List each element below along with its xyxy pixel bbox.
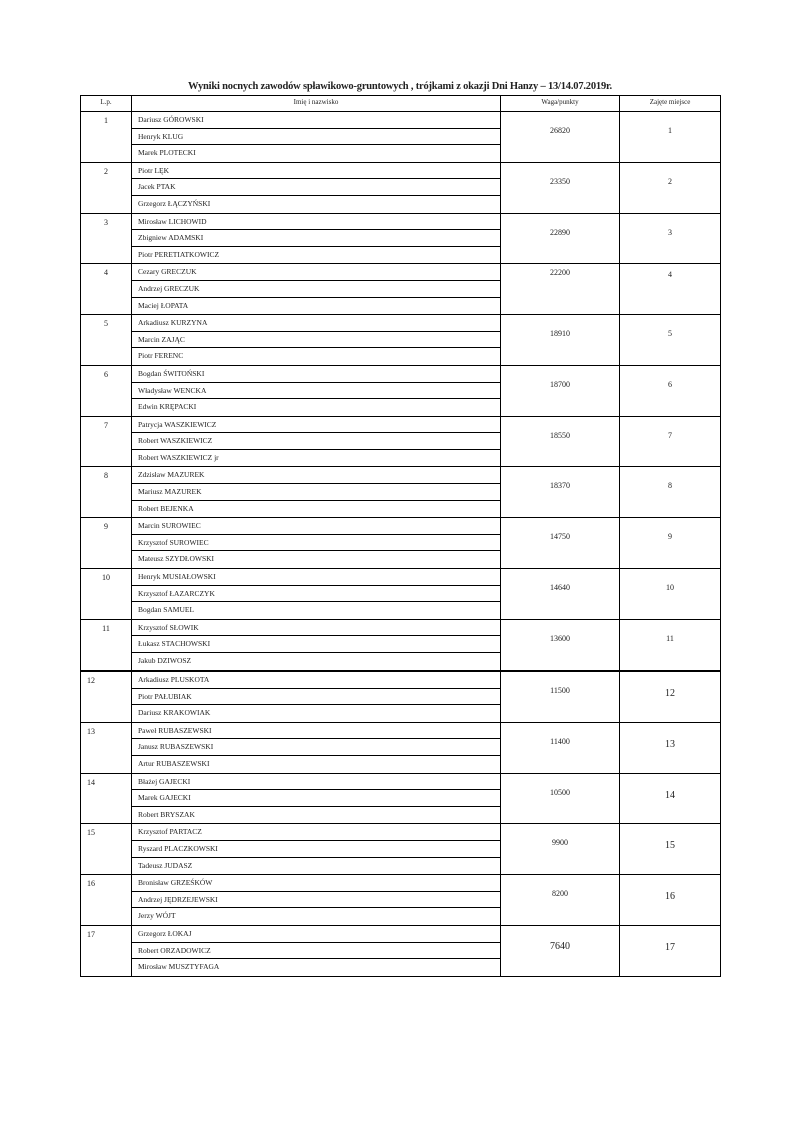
place-cell: 2: [620, 162, 721, 213]
competitor-name: Piotr PAŁUBIAK: [132, 689, 500, 706]
names-cell: [132, 315, 501, 366]
competitor-name: Zdzisław MAZUREK: [132, 467, 500, 484]
weight-cell: 18550: [501, 416, 620, 467]
competitor-name: Grzegorz ŁĄCZYŃSKI: [138, 198, 211, 208]
competitor-name: Krzysztof PARTACZ: [132, 824, 500, 841]
competitor-name: Błażej GAJECKI: [132, 774, 500, 791]
names-cell: [132, 824, 501, 875]
names-cell: [132, 162, 501, 213]
table-row: [81, 112, 721, 163]
lp-cell: 6: [81, 365, 132, 416]
names-cell: [132, 112, 501, 163]
weight-cell: 26820: [501, 112, 620, 163]
competitor-name: Władysław WENCKA: [132, 383, 500, 400]
names-cell: [132, 925, 501, 976]
lp-cell: 12: [81, 672, 132, 723]
competitor-name: Piotr FERENC: [138, 351, 184, 361]
competitor-name: Henryk KLUG: [132, 129, 500, 146]
document-title: Wyniki nocnych zawodów spławikowo-gruntowych , trójkami z okazji Dni Hanzy – 13/14.07.2019r.: [188, 81, 612, 92]
competitor-name: Janusz RUBASZEWSKI: [132, 739, 500, 756]
competitor-name: Marcin ZAJĄC: [132, 332, 500, 349]
place-cell: 6: [620, 365, 721, 416]
names-cell: [132, 672, 501, 723]
names-cell: [132, 722, 501, 773]
lp-cell: 15: [81, 824, 132, 875]
competitor-name: Robert BEJENKA: [138, 503, 194, 513]
place-cell: 16: [620, 875, 721, 926]
competitor-name: Jakub DZIWOSZ: [138, 656, 192, 665]
competitor-name: Marek GAJECKI: [132, 790, 500, 807]
weight-cell: 14750: [501, 518, 620, 569]
place-cell: 1: [620, 112, 721, 163]
table-row: [81, 467, 721, 518]
competitor-name: Ryszard PLACZKOWSKI: [132, 841, 500, 858]
competitor-name: Bronisław GRZEŚKÓW: [132, 875, 500, 892]
lp-cell: 7: [81, 416, 132, 467]
lp-cell: 17: [81, 925, 132, 976]
lp-cell: 4: [81, 264, 132, 315]
competitor-name: Edwin KRĘPACKI: [138, 402, 197, 412]
competitor-name: Zbigniew ADAMSKI: [132, 230, 500, 247]
names-cell: [132, 875, 501, 926]
results-table-part-2: [80, 671, 721, 977]
header-place: Zajęte miejsce: [620, 96, 721, 112]
competitor-name: Paweł RUBASZEWSKI: [132, 723, 500, 740]
results-table-part-1: [80, 95, 721, 671]
table-row: [81, 773, 721, 824]
competitor-name: Jacek PTAK: [132, 179, 500, 196]
competitor-name: Piotr PERETIATKOWICZ: [138, 249, 220, 259]
names-cell: [132, 619, 501, 670]
table-row: [81, 264, 721, 315]
competitor-name: Bogdan SAMUEL: [138, 605, 195, 615]
lp-cell: 1: [81, 112, 132, 163]
place-cell: 8: [620, 467, 721, 518]
names-cell: [132, 416, 501, 467]
names-cell: [132, 264, 501, 315]
competitor-name: Robert WASZKIEWICZ: [132, 433, 500, 450]
table-row: [81, 213, 721, 264]
place-cell: 9: [620, 518, 721, 569]
competitor-name: Maciej ŁOPATA: [138, 300, 189, 310]
weight-cell: 22200: [501, 264, 620, 315]
lp-cell: 9: [81, 518, 132, 569]
weight-cell: 8200: [501, 875, 620, 926]
competitor-name: Marcin SUROWIEC: [132, 518, 500, 535]
place-cell: 14: [620, 773, 721, 824]
competitor-name: Dariusz KRAKOWIAK: [138, 708, 211, 718]
table-row: [81, 416, 721, 467]
lp-cell: 10: [81, 569, 132, 620]
competitor-name: Robert ORZADOWICZ: [132, 943, 500, 960]
place-cell: 5: [620, 315, 721, 366]
competitor-name: Artur RUBASZEWSKI: [138, 758, 210, 768]
weight-cell: 14640: [501, 569, 620, 620]
lp-cell: 13: [81, 722, 132, 773]
names-cell: [132, 773, 501, 824]
names-cell: [132, 467, 501, 518]
place-cell: 4: [620, 264, 721, 315]
table-header-row: [81, 96, 721, 112]
lp-cell: 3: [81, 213, 132, 264]
table-row: [81, 672, 721, 723]
names-cell: [132, 518, 501, 569]
place-cell: 7: [620, 416, 721, 467]
place-cell: 15: [620, 824, 721, 875]
lp-cell: 8: [81, 467, 132, 518]
weight-cell: 23350: [501, 162, 620, 213]
weight-cell: 22890: [501, 213, 620, 264]
competitor-name: Grzegorz ŁOKAJ: [132, 926, 500, 943]
table-row: [81, 824, 721, 875]
names-cell: [132, 213, 501, 264]
weight-cell: 18370: [501, 467, 620, 518]
place-cell: 17: [620, 925, 721, 976]
table-row: [81, 365, 721, 416]
competitor-name: Robert WASZKIEWICZ jr: [138, 452, 219, 462]
competitor-name: Henryk MUSIAŁOWSKI: [132, 569, 500, 586]
lp-cell: 5: [81, 315, 132, 366]
lp-cell: 16: [81, 875, 132, 926]
place-cell: 12: [620, 672, 721, 723]
table-row: [81, 162, 721, 213]
competitor-name: Krzysztof SŁOWIK: [132, 620, 500, 637]
competitor-name: Krzysztof SUROWIEC: [132, 535, 500, 552]
names-cell: [132, 569, 501, 620]
competitor-name: Cezary GRECZUK: [132, 264, 500, 281]
competitor-name: Mariusz MAZUREK: [132, 484, 500, 501]
competitor-name: Jerzy WÓJT: [138, 911, 176, 921]
competitor-name: Andrzej JĘDRZEJEWSKI: [132, 892, 500, 909]
lp-cell: 2: [81, 162, 132, 213]
weight-cell: 9900: [501, 824, 620, 875]
lp-cell: 11: [81, 619, 132, 670]
competitor-name: Łukasz STACHOWSKI: [132, 636, 500, 653]
competitor-name: Bogdan ŚWITOŃSKI: [132, 366, 500, 383]
table-row: [81, 569, 721, 620]
competitor-name: Krzysztof ŁAZARCZYK: [132, 586, 500, 603]
weight-cell: 11500: [501, 672, 620, 723]
weight-cell: 11400: [501, 722, 620, 773]
competitor-name: Piotr LĘK: [132, 163, 500, 180]
table-row: [81, 875, 721, 926]
competitor-name: Mateusz SZYDŁOWSKI: [138, 554, 215, 564]
competitor-name: Robert BRYSZAK: [138, 809, 195, 819]
competitor-name: Mirosław LICHOWID: [132, 214, 500, 231]
competitor-name: Andrzej GRECZUK: [132, 281, 500, 298]
competitor-name: Arkadiusz PLUSKOTA: [132, 672, 500, 689]
header-lp: L.p.: [81, 96, 132, 112]
header-name: Imię i nazwisko: [132, 96, 501, 112]
names-cell: [132, 365, 501, 416]
table-row: [81, 619, 721, 670]
weight-cell: 18910: [501, 315, 620, 366]
lp-cell: 14: [81, 773, 132, 824]
place-cell: 11: [620, 619, 721, 670]
competitor-name: Arkadiusz KURZYNA: [132, 315, 500, 332]
place-cell: 10: [620, 569, 721, 620]
weight-cell: 18700: [501, 365, 620, 416]
table-row: [81, 315, 721, 366]
competitor-name: Patrycja WASZKIEWICZ: [132, 417, 500, 434]
place-cell: 3: [620, 213, 721, 264]
weight-cell: 10500: [501, 773, 620, 824]
competitor-name: Dariusz GÓROWSKI: [132, 112, 500, 129]
table-row: [81, 518, 721, 569]
table-row: [81, 722, 721, 773]
header-weight: Waga/punkty: [501, 96, 620, 112]
competitor-name: Tadeusz JUDASZ: [138, 860, 193, 870]
competitor-name: Marek PLOTECKI: [138, 148, 196, 158]
place-cell: 13: [620, 722, 721, 773]
table-row: [81, 925, 721, 976]
weight-cell: 7640: [501, 925, 620, 976]
weight-cell: 13600: [501, 619, 620, 670]
competitor-name: Mirosław MUSZTYFAGA: [138, 962, 220, 972]
